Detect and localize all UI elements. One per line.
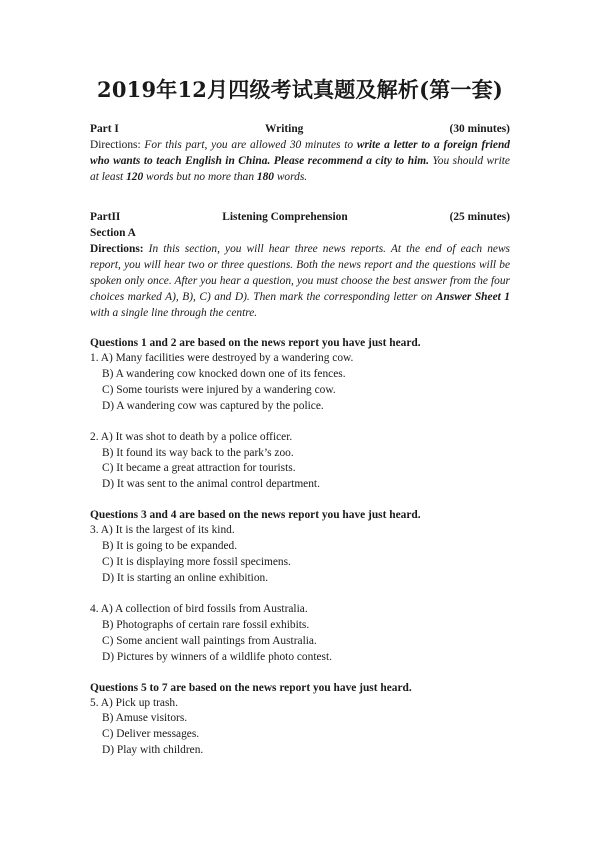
option-3d: D) It is starting an online exhibition.: [102, 571, 269, 584]
option-5a: 5. A) Pick up trash.: [90, 696, 178, 709]
question-1: [90, 351, 510, 415]
option-5d: D) Play with children.: [102, 744, 204, 757]
part1-header: [90, 121, 510, 137]
option-3b: B) It is going to be expanded.: [102, 540, 238, 553]
question-2: [90, 430, 510, 494]
part2-time: (25 minutes): [449, 211, 510, 223]
question-group-2: [90, 507, 510, 665]
option-3a: 3. A) It is the largest of its kind.: [90, 524, 235, 537]
document-body: [90, 121, 510, 759]
part2-directions: Directions: In this section, you will hear three news reports. At the end of each news report, you will hear two or three questions. Both the news report and the questions will be spoken only once. After you hear a question, you must choose the best answer from the four choices marked A), B), C) and D). Then mark the corresponding letter on Answer Sheet 1 with a single line through the centre.: [90, 243, 510, 319]
option-4b: B) Photographs of certain rare fossil exhibits.: [102, 618, 310, 631]
question-group-1: [90, 335, 510, 493]
question-5: [90, 696, 510, 760]
part1-name: Writing: [264, 123, 304, 135]
option-4c: C) Some ancient wall paintings from Australia.: [102, 634, 317, 647]
option-1b: B) A wandering cow knocked down one of its fences.: [102, 367, 346, 380]
page-title: 2019年12月四级考试真题及解析(第一套): [97, 77, 503, 102]
question-group-heading: Questions 1 and 2 are based on the news report you have just heard.: [90, 337, 421, 349]
part2-label: PartII: [90, 211, 121, 223]
option-1c: C) Some tourists were injured by a wandering cow.: [102, 383, 336, 396]
option-1a: 1. A) Many facilities were destroyed by a wandering cow.: [90, 352, 354, 364]
option-3c: C) It is displaying more fossil specimens.: [102, 556, 291, 569]
question-4: [90, 602, 510, 666]
option-4d: D) Pictures by winners of a wildlife photo contest.: [102, 650, 332, 663]
part1-directions-label: Directions:: [90, 139, 141, 151]
option-4a: 4. A) A collection of bird fossils from Australia.: [90, 602, 308, 615]
option-2a: 2. A) It was shot to death by a police officer.: [90, 430, 293, 443]
option-5b: B) Amuse visitors.: [102, 712, 188, 725]
section-a-heading: Section A: [90, 227, 136, 239]
question-group-heading: Questions 5 to 7 are based on the news report you have just heard.: [90, 681, 412, 694]
question-3: [90, 523, 510, 587]
option-1d: D) A wandering cow was captured by the police.: [102, 399, 324, 412]
option-5c: C) Deliver messages.: [102, 728, 200, 741]
part2-directions-label: Directions:: [90, 243, 144, 255]
part2-header: [90, 209, 510, 225]
option-2d: D) It was sent to the animal control department.: [102, 478, 320, 491]
option-2c: C) It became a great attraction for tourists.: [102, 462, 296, 475]
part1-directions: Directions: For this part, you are allowed 30 minutes to write a letter to a foreign friend who wants to teach English in China. Please recommend a city to him. You should write at least 120 words but no more than 180 words.: [90, 139, 510, 183]
part2-name: Listening Comprehension: [222, 211, 348, 223]
question-group-3: [90, 680, 510, 760]
question-group-heading: Questions 3 and 4 are based on the news report you have just heard.: [90, 509, 421, 522]
part1-time: (30 minutes): [449, 123, 510, 135]
option-2b: B) It found its way back to the park’s zoo.: [102, 446, 294, 459]
part1-label: Part I: [90, 123, 119, 135]
